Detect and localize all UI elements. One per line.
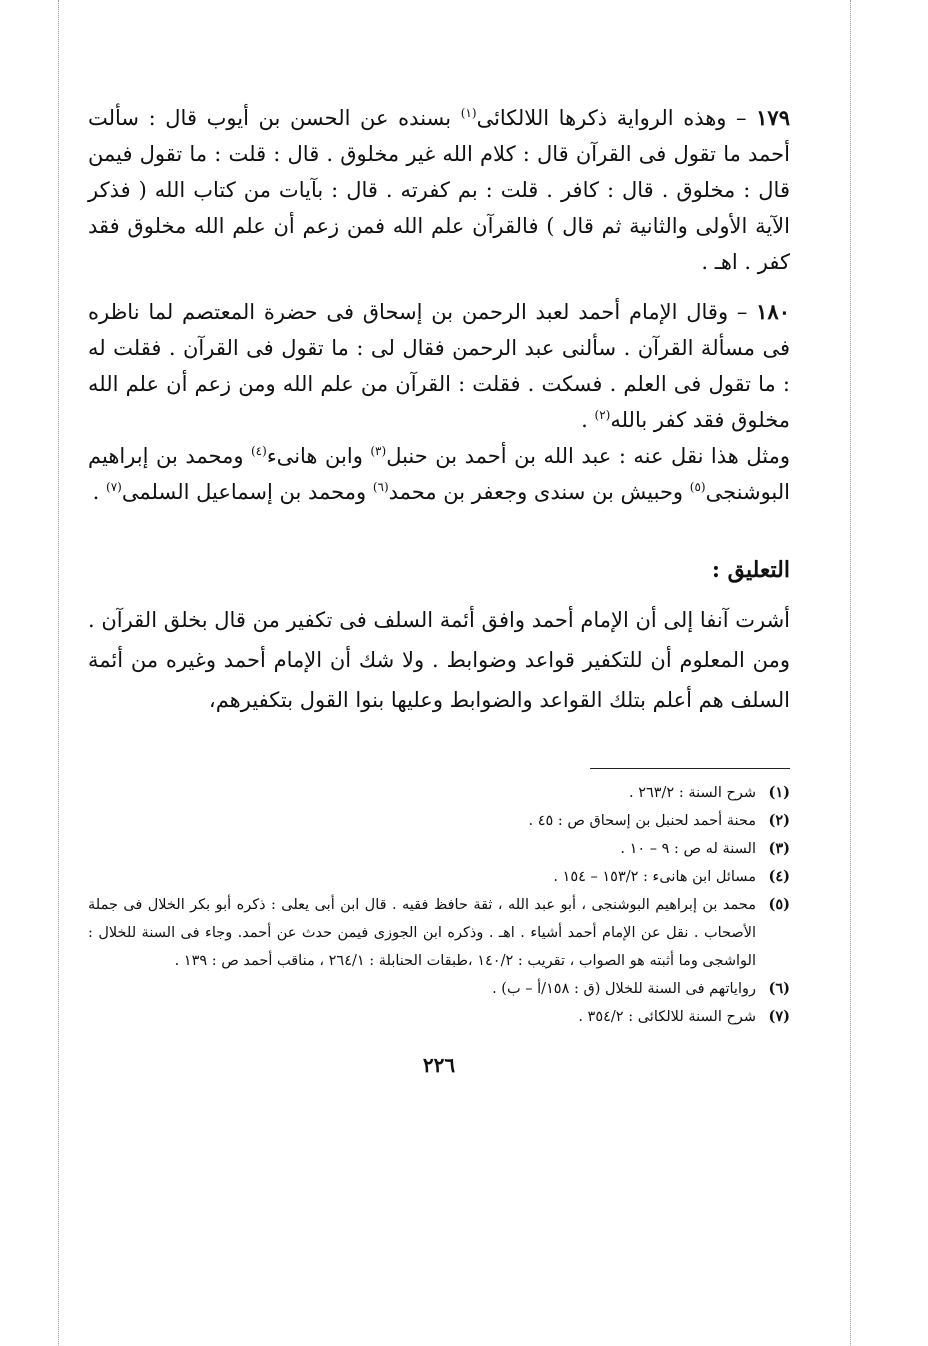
footnote-6 bbox=[88, 975, 790, 1003]
footnote-1 bbox=[88, 779, 790, 807]
footnote-3 bbox=[88, 835, 790, 863]
footnote-4 bbox=[88, 863, 790, 891]
page-content bbox=[88, 100, 790, 1077]
footnotes-list bbox=[88, 779, 790, 1031]
footnote-ref: (٧) bbox=[106, 480, 122, 494]
narrators-text: . bbox=[92, 480, 107, 504]
footnote-text: رواياتهم فى السنة للخلال (ق : ١٥٨/أ – ب) . bbox=[492, 981, 756, 997]
footnote-ref: (٣) bbox=[370, 444, 387, 458]
narrators-text: ومحمد بن إسماعيل السلمى bbox=[121, 480, 373, 504]
page-number: ٢٢٦ bbox=[422, 1053, 456, 1077]
footnote-text: محنة أحمد لحنبل بن إسحاق ص : ٤٥ . bbox=[528, 813, 756, 829]
footnote-ref: (٦) bbox=[372, 480, 389, 494]
footnote-2 bbox=[88, 807, 790, 835]
scan-edge-left bbox=[58, 0, 60, 1346]
footnote-7 bbox=[88, 1003, 790, 1031]
footnote-ref: (٥) bbox=[689, 480, 706, 494]
footnote-5 bbox=[88, 891, 790, 975]
footnote-divider bbox=[590, 768, 790, 769]
footnote-mark: (٢) bbox=[768, 812, 790, 829]
footnote-ref: (٢) bbox=[594, 408, 611, 422]
paragraph-180 bbox=[88, 294, 790, 438]
narrators-text: وحبيش بن سندى وجعفر بن محمد bbox=[388, 480, 690, 504]
commentary-text: أشرت آنفا إلى أن الإمام أحمد وافق أئمة السلف فى تكفير من قال بخلق القرآن . ومن المعلوم أن للتكفير قواعد وضوابط . ولا شك أن الإمام أحمد وغيره من أئمة السلف هم أعلم بتلك القواعد والضوابط وعليها بنوا القول بتكفيرهم، bbox=[87, 608, 790, 712]
footnote-mark: (٥) bbox=[768, 896, 790, 913]
paragraph-text: بسنده عن الحسن بن أيوب قال : سألت أحمد ما تقول فى القرآن قال : كلام الله غير مخلوق . قال : قلت : ما تقول فيمن قال : مخلوق . قال : كافر . قلت : بم كفرته . قال : بآيات من كتاب الله ( فذكر الآية الأولى والثانية ثم قال ) فالقرآن علم الله فمن زعم أن علم الله مخلوق فقد كفر . اهـ . bbox=[88, 106, 790, 274]
footnote-text: محمد بن إبراهيم البوشنجى ، أبو عبد الله ، ثقة حافظ فقيه . قال ابن أبى يعلى : ذكره أبو بكر الخلال فى جملة الأصحاب . نقل عن الإمام أحمد أشياء . اهـ . وذكره ابن الجوزى فيمن حدث عن أحمد. وجاء فى السنة للخلال : الواشجى وما أثبته هو الصواب ، تقريب : ١٤٠/٢ ،طبقات الحنابلة : ٢٦٤/١ ، مناقب أحمد ص : ١٣٩ . bbox=[88, 897, 756, 969]
paragraph-179 bbox=[88, 100, 790, 280]
paragraph-text: – وهذه الرواية ذكرها اللالكائى bbox=[476, 106, 757, 130]
footnote-text: السنة له ص : ٩ – ١٠ . bbox=[620, 841, 756, 857]
narrators-text: ومثل هذا نقل عنه : عبد الله بن أحمد بن حنبل bbox=[386, 444, 791, 468]
scan-edge-right bbox=[850, 0, 852, 1346]
footnote-text: شرح السنة : ٢٦٣/٢ . bbox=[628, 785, 756, 801]
paragraph-number: ١٨٠ bbox=[756, 299, 790, 324]
narrators-text: ومحمد بن إبراهيم البوشنجى bbox=[88, 444, 790, 504]
footnote-text: شرح السنة للالكائى : ٣٥٤/٢ . bbox=[578, 1009, 756, 1025]
footnote-mark: (٤) bbox=[768, 868, 790, 885]
footnote-ref: (١) bbox=[460, 106, 477, 120]
paragraph-number: ١٧٩ bbox=[756, 105, 790, 130]
footnote-mark: (١) bbox=[768, 784, 790, 801]
narrators-paragraph bbox=[88, 438, 790, 510]
footnote-mark: (٣) bbox=[768, 840, 790, 857]
narrators-text: وابن هانىء bbox=[266, 444, 371, 468]
paragraph-text: – وقال الإمام أحمد لعبد الرحمن بن إسحاق فى حضرة المعتصم لما ناظره فى مسألة القرآن . سألنى عبد الرحمن فقال لى : ما تقول فى القرآن . فقلت له : ما تقول فى العلم . فسكت . فقلت : القرآن من علم الله ومن زعم أن علم الله مخلوق فقد كفر بالله bbox=[88, 300, 790, 432]
footnote-mark: (٦) bbox=[768, 980, 790, 997]
footnote-text: مسائل ابن هانىء : ١٥٣/٢ – ١٥٤ . bbox=[553, 869, 756, 885]
paragraph-text: . bbox=[581, 408, 595, 432]
footnote-ref: (٤) bbox=[250, 444, 267, 458]
footnote-mark: (٧) bbox=[768, 1008, 790, 1025]
commentary-heading: التعليق : bbox=[711, 557, 790, 583]
